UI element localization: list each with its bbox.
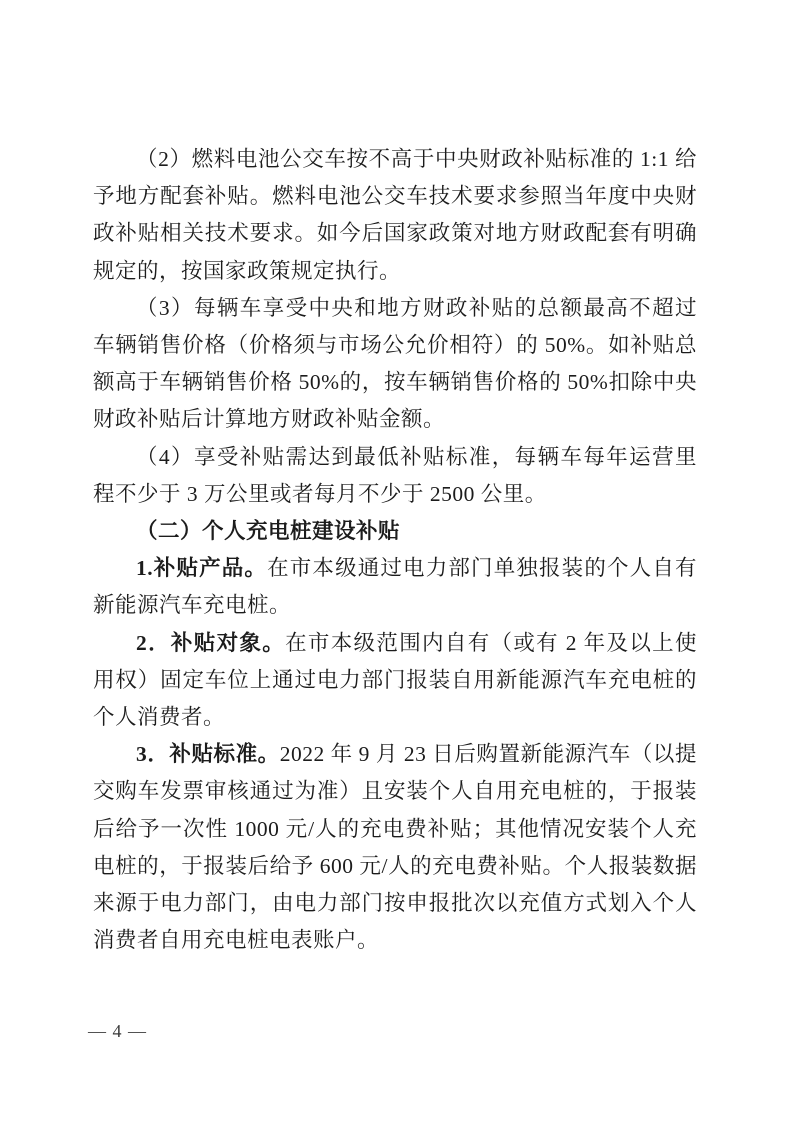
heading-personal-charging-pile-subsidy: [93, 513, 697, 550]
paragraph-subsidy-cap: [93, 290, 697, 439]
paragraph-text: 在市本级通过电力部门单独报装的个人自有新能源汽车充电桩。: [93, 556, 697, 618]
paragraph-text: 在市本级范围内自有（或有 2 年及以上使用权）固定车位上通过电力部门报装自用新能源汽车充电桩的个人消费者。: [93, 630, 697, 730]
document-body: [93, 141, 697, 959]
paragraph-lead-bold: 3．补贴标准。: [136, 742, 280, 767]
paragraph-subsidy-standard: [93, 736, 697, 959]
paragraph-fuel-cell-bus-subsidy: [93, 141, 697, 290]
paragraph-subsidy-product: [93, 550, 697, 624]
heading-text: （二）个人充电桩建设补贴: [136, 519, 401, 544]
paragraph-subsidy-target: [93, 625, 697, 737]
page-number: — 4 —: [88, 1021, 147, 1041]
paragraph-text: 2022 年 9 月 23 日后购置新能源汽车（以提交购车发票审核通过为准）且安装个人自用充电桩的，于报装后给予一次性 1000 元/人的充电费补贴；其他情况安装个人充电桩的，于报装后给予 600 元/人的充电费补贴。个人报装数据来源于电力部门，由电力部门按申报批次以充值方式划入个人消费者自用充电桩电表账户。: [93, 742, 697, 953]
paragraph-text: （3）每辆车享受中央和地方财政补贴的总额最高不超过车辆销售价格（价格须与市场公允价相符）的 50%。如补贴总额高于车辆销售价格 50%的，按车辆销售价格的 50%扣除中央财政补贴后计算地方财政补贴金额。: [93, 295, 697, 432]
paragraph-lead-bold: 2．补贴对象。: [136, 630, 286, 655]
paragraph-text: （4）享受补贴需达到最低补贴标准，每辆车每年运营里程不少于 3 万公里或者每月不少于 2500 公里。: [93, 444, 697, 506]
paragraph-lead-bold: 1.补贴产品。: [136, 556, 268, 581]
paragraph-minimum-mileage: [93, 439, 697, 513]
paragraph-text: （2）燃料电池公交车按不高于中央财政补贴标准的 1:1 给予地方配套补贴。燃料电池公交车技术要求参照当年度中央财政补贴相关技术要求。如今后国家政策对地方财政配套有明确规定的，按国家政策规定执行。: [93, 147, 697, 283]
